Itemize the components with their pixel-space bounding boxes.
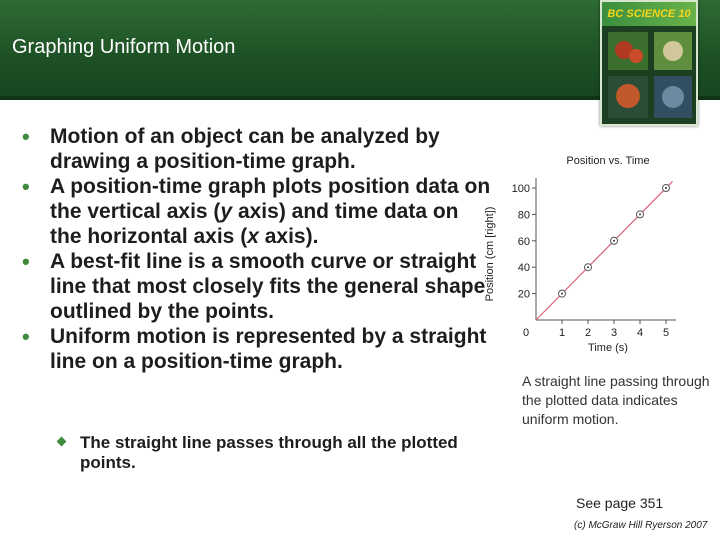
y-axis-label: Position (cm [right]) [484, 206, 496, 302]
data-point-center [665, 187, 667, 189]
x-axis-label: Time (s) [588, 342, 628, 354]
cover-photo-collage [602, 26, 698, 126]
x-tick-label: 3 [610, 327, 618, 339]
bullet-item: • Motion of an object can be analyzed by drawing a position-time graph. [22, 124, 440, 173]
textbook-cover-image [600, 0, 698, 126]
bullet-marker: • [22, 249, 30, 274]
chart-title: Position vs. Time [566, 155, 650, 167]
slide-title: Graphing Uniform Motion [12, 36, 236, 58]
bullet-item: • A position-time graph plots position data on the vertical axis (y axis) and time data on the horizontal axis (x axis). [22, 174, 491, 248]
data-point-center [639, 213, 641, 215]
bullet-item: • Uniform motion is represented by a straight line on a position-time graph. [22, 324, 487, 373]
bullet-marker: • [22, 324, 30, 349]
x-tick-label: 4 [636, 327, 644, 339]
position-time-chart [480, 150, 700, 360]
best-fit-line [536, 181, 673, 320]
x-tick-label: 5 [662, 327, 670, 339]
bullet-item: • A best-fit line is a smooth curve or straight line that most closely fits the general shape outlined by the points. [22, 249, 486, 323]
graph-caption: A straight line passing through the plotted data indicates uniform motion. [522, 373, 710, 427]
data-point-center [587, 266, 589, 268]
diamond-bullet-icon [57, 437, 67, 447]
copyright-notice: (c) McGraw Hill Ryerson 2007 [574, 520, 708, 531]
data-point-center [613, 240, 615, 242]
y-tick-label: 80 [517, 209, 530, 222]
page-reference: See page 351 [576, 495, 664, 511]
y-tick-label: 100 [511, 183, 530, 195]
x-tick-label: 1 [558, 327, 566, 339]
y-tick-label: 20 [517, 288, 530, 301]
y-tick-label: 60 [517, 235, 530, 248]
bullet-marker: • [22, 124, 30, 149]
bullet-list [22, 124, 492, 374]
y-tick-label: 40 [517, 262, 530, 275]
cover-title: BC SCIENCE 10 [602, 2, 696, 26]
sub-bullet: The straight line passes through all the plotted points. [58, 433, 500, 473]
x-tick-label: 0 [522, 327, 530, 339]
data-point-center [561, 293, 563, 295]
bullet-marker: • [22, 174, 30, 199]
x-tick-label: 2 [584, 327, 592, 339]
